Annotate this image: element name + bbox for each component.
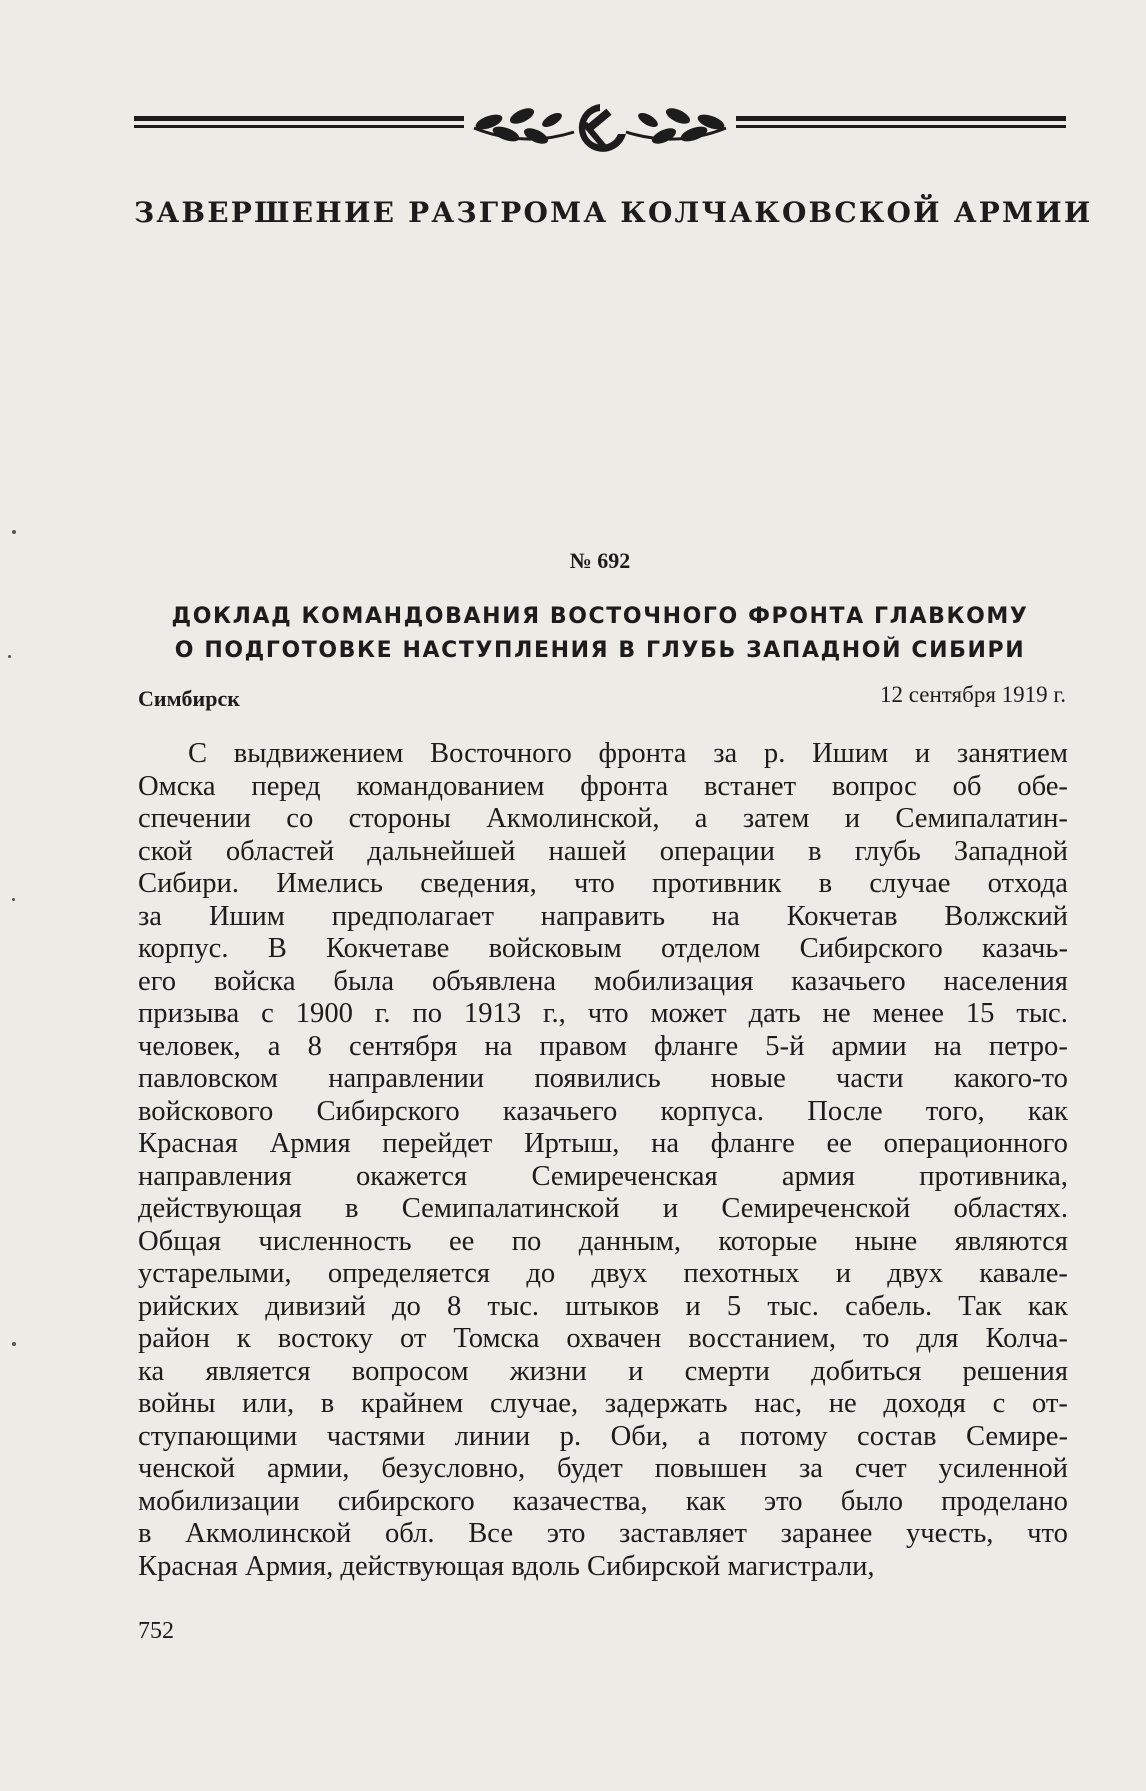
body-line: человек, а 8 сентября на правом фланге 5-й армии на петро- (138, 1030, 1068, 1062)
body-line: его войска была объявлена мобилизация казачьего населения (138, 965, 1068, 997)
body-line: войскового Сибирского казачьего корпуса. После того, как (138, 1095, 1068, 1127)
document-body (138, 738, 1068, 1583)
body-line: район к востоку от Томска охвачен восстанием, то для Колча- (138, 1323, 1068, 1354)
body-line: Общая численность ее по данным, которые ныне являются (138, 1225, 1068, 1257)
document-date: 12 сентября 1919 г. (880, 682, 1066, 707)
body-line: за Ишим предполагает направить на Кокчетав Волжский (138, 900, 1068, 932)
body-line: мобилизации сибирского казачества, как это было проделано (138, 1485, 1068, 1517)
section-title: ЗАВЕРШЕНИЕ РАЗГРОМА КОЛЧАКОВСКОЙ АРМИИ (134, 196, 1093, 229)
body-line: Омска перед командованием фронта встанет вопрос об обе- (138, 770, 1068, 802)
body-line: павловском направлении появились новые части какого-то (138, 1063, 1068, 1094)
body-line: спечении со стороны Акмолинской, а затем и Семипалатин- (138, 803, 1068, 834)
document-number: № 692 (569, 548, 631, 573)
scan-speck (12, 1342, 16, 1346)
body-line: ченской армии, безусловно, будет повышен за счет усиленной (138, 1453, 1068, 1484)
hammer-sickle-ornament-icon (134, 98, 1066, 160)
document-title-line: ДОКЛАД КОМАНДОВАНИЯ ВОСТОЧНОГО ФРОНТА ГЛАВКОМУ (171, 604, 1029, 629)
document-place: Симбирск (138, 686, 240, 711)
body-line: С выдвижением Восточного фронта за р. Ишим и занятием (188, 738, 1068, 769)
body-line: ка является вопросом жизни и смерти добиться решения (138, 1355, 1068, 1387)
scan-speck (12, 530, 16, 534)
body-line: призыва с 1900 г. по 1913 г., что может дать не менее 15 тыс. (138, 998, 1068, 1029)
body-line: в Акмолинской обл. Все это заставляет заранее учесть, что (138, 1518, 1068, 1549)
body-line: рийских дивизий до 8 тыс. штыков и 5 тыс. сабель. Так как (138, 1290, 1068, 1322)
body-line: действующая в Семипалатинской и Семиреченской областях. (138, 1193, 1068, 1224)
page-number: 752 (138, 1618, 174, 1644)
body-line: Красная Армия перейдет Иртыш, на фланге ее операционного (138, 1128, 1068, 1159)
body-line: Сибири. Имелись сведения, что противник в случае отхода (138, 868, 1068, 899)
body-line: устарелыми, определяется до двух пехотных и двух кавале- (138, 1258, 1068, 1289)
body-line: корпус. В Кокчетаве войсковым отделом Сибирского казачь- (138, 933, 1068, 964)
body-line: войны или, в крайнем случае, задержать нас, не доходя с от- (138, 1388, 1068, 1419)
scan-speck (8, 655, 11, 658)
body-line: ской областей дальнейшей нашей операции в глубь Западной (138, 835, 1068, 867)
document-title (134, 600, 1066, 668)
document-title-line: О ПОДГОТОВКЕ НАСТУПЛЕНИЯ В ГЛУБЬ ЗАПАДНОЙ СИБИРИ (174, 638, 1026, 663)
body-line: Красная Армия, действующая вдоль Сибирской магистрали, (138, 1550, 875, 1582)
body-line: направления окажется Семиреченская армия противника, (138, 1160, 1068, 1192)
body-line: ступающими частями линии р. Оби, а потому состав Семире- (138, 1420, 1068, 1452)
scan-speck (12, 898, 15, 901)
